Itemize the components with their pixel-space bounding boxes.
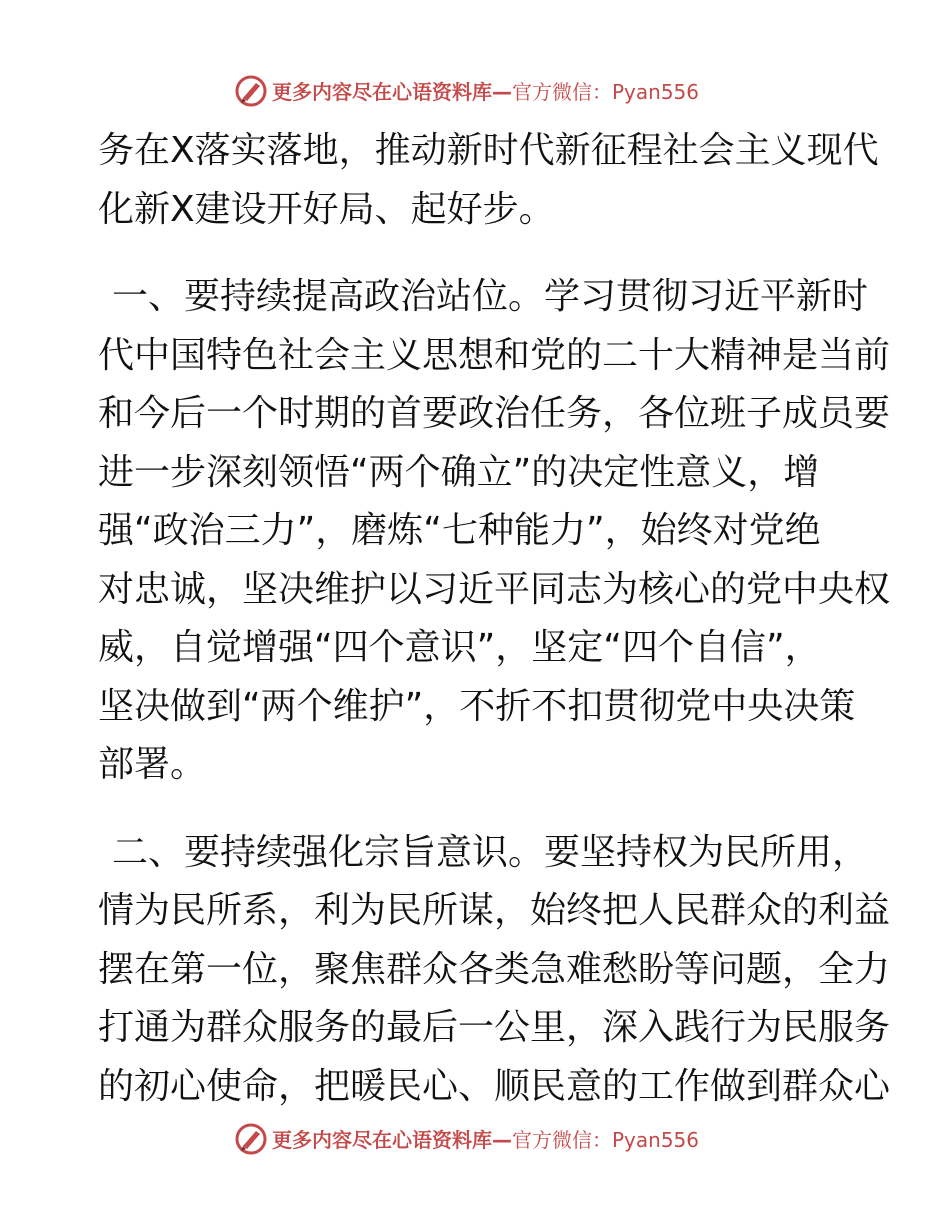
paragraph-gap: [98, 795, 858, 824]
body-line: 对忠诚，坚决维护以习近平同志为核心的党中央权: [98, 568, 891, 610]
body-line: 化新X建设开好局、起好步。: [98, 188, 555, 230]
body-line: 和今后一个时期的首要政治任务，各位班子成员要: [98, 393, 891, 434]
watermark-main-text: 更多内容尽在心语资料库—: [272, 80, 512, 104]
watermark-wechat-text: 官方微信：Pyan556: [512, 80, 700, 104]
pen-logo-icon: [234, 1122, 268, 1156]
body-line: 强“政治三力”，磨炼“七种能力”，始终对党绝: [98, 510, 821, 551]
body-line: 坚决做到“两个维护”，不折不扣贯彻党中央决策: [98, 685, 856, 727]
watermark-text: [272, 78, 699, 106]
body-line: 进一步深刻领悟“两个确立”的决定性意义，增: [98, 451, 820, 493]
body-line: 务在X落实落地，推动新时代新征程社会主义现代: [98, 130, 879, 171]
body-line: 情为民所系，利为民所谋，始终把人民群众的利益: [98, 890, 891, 931]
body-line: 摆在第一位，聚焦群众各类急难愁盼等问题，全力: [98, 948, 891, 990]
body-line: 威，自觉增强“四个意识”，坚定“四个自信”，: [98, 627, 821, 668]
body-line: 二、要持续强化宗旨意识。要坚持权为民所用，: [112, 831, 869, 873]
body-line: 部署。: [98, 744, 207, 785]
header-watermark-banner: [0, 70, 950, 114]
footer-watermark-banner: [0, 1118, 950, 1162]
body-line: 代中国特色社会主义思想和党的二十大精神是当前: [98, 334, 891, 376]
pen-logo-icon: [234, 74, 268, 108]
watermark-wechat-text: 官方微信：Pyan556: [512, 1128, 700, 1152]
body-line: 一、要持续提高政治站位。学习贯彻习近平新时: [112, 276, 869, 317]
body-line: 的初心使命，把暖民心、顺民意的工作做到群众心: [98, 1065, 891, 1107]
paragraph-gap: [98, 239, 858, 268]
document-body: [98, 122, 891, 1116]
watermark-main-text: 更多内容尽在心语资料库—: [272, 1128, 512, 1152]
body-line: 打通为群众服务的最后一公里，深入践行为民服务: [98, 1007, 891, 1048]
watermark-text: [272, 1126, 699, 1154]
